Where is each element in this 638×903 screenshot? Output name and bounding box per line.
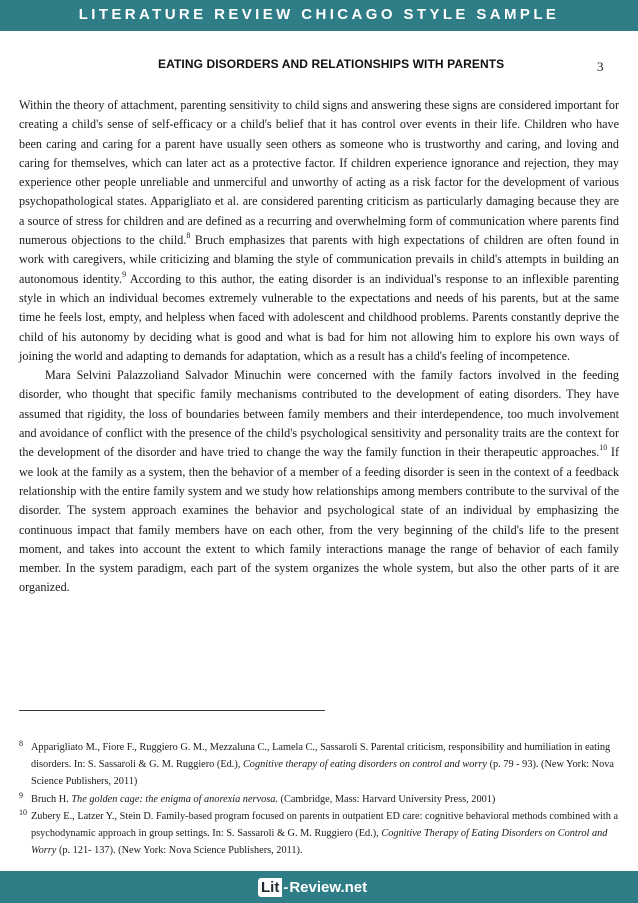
logo-lit: Lit [258, 878, 282, 897]
footnote-title: Cognitive Therapy of Eating Disorders on Control and Worry [31, 828, 608, 857]
paragraph-1-part-1: Within the theory of attachment, parenting sensitivity to child signs and answering these signs are considered important for creating a child's sense of self-efficacy or a child's belief that it has control over events in their life. Children who have been caring and caring for a parent have usually seen others as someone who is trustworthy and caring, and loving and caring for themselves, which can later act as a protective factor. If children experience ignorance and rejection, they may experience other people unreliable and unmerciful and unworthy of acting as a risk factor for the development of various psychopathological states. Apparigliato et al. are considered parenting criticism as particularly damaging because they are a source of stress for children and are defined as a recurring and overwhelming form of communication where parents find numerous objections to the child. [19, 98, 619, 248]
body-text [19, 96, 619, 598]
footnote-10 [19, 808, 624, 860]
lit-review-logo[interactable] [258, 876, 367, 898]
footnote-ref-9[interactable]: 9 [122, 269, 127, 279]
footnote-title: The golden cage: the enigma of anorexia nervosa. [71, 793, 278, 805]
paragraph-1-part-2: Bruch emphasizes that parents with high expectations of children are often found in work with caregivers, while criticizing and blaming the style of communication prevails in child's attempts in building an autonomous identity. [19, 233, 619, 286]
footnote-text: (p. 121- 137). (New York: Nova Science Publishers, 2011). [56, 845, 303, 857]
banner-title: LITERATURE REVIEW CHICAGO STYLE SAMPLE [78, 6, 560, 23]
paragraph-1-part-3: According to this author, the eating disorder is an individual's response to an inflexible parenting style in which an individual becomes extremely vulnerable to the expectations and needs of his parents, but at the same time he feels lost, empty, and helpless when faced with adolescent and childhood problems. Parents constantly deprive the child of his autonomy by deciding what is good and what is bad for him not allowing him to explore his own ways of joining the world and adapting to demands for adaptation, which as a result has a child's feeling of incompetence. [19, 271, 619, 363]
footnote-9 [19, 791, 624, 808]
paragraph-2 [19, 366, 619, 598]
footnote-8 [19, 739, 624, 791]
footnote-ref-10[interactable]: 10 [599, 443, 608, 453]
logo-review: Review.net [289, 878, 368, 896]
footnote-text: (Cambridge, Mass: Harvard University Press, 2001) [277, 793, 496, 805]
footnote-text: Apparigliato M., Fiore F., Ruggiero G. M., Mezzaluna C., Lamela C., Sassaroli S. Parental criticism, responsibility and humiliation in eating disorders. In: S. Sassaroli & G. M. Ruggiero (Ed.), [31, 742, 611, 771]
footnote-number: 10 [19, 807, 27, 817]
footnote-ref-8[interactable]: 8 [186, 231, 191, 241]
paragraph-2-part-2: If we look at the family as a system, then the behavior of a member of a feeding disorder is seen in the context of a feedback relationship with the entire family system and we study how relationships among members contribute to the survival of the disorder. The system approach examines the behavior and psychological state of an individual by emphasizing the continuous impact that family members have on each other, from the very beginning of the child's life to the present moment, and takes into account the extent to which family interactions manage the range of behavior of each family member. In the system paradigm, each part of the system organizes the whole system, but also the other parts of it are organized. [19, 445, 619, 595]
footnote-text: (p. 79 - 93). (New York: Nova Science Publishers, 2011) [31, 759, 614, 788]
logo-hyphen: - [283, 878, 289, 896]
running-head: EATING DISORDERS AND RELATIONSHIPS WITH PARENTS [158, 57, 505, 71]
page-number: 3 [597, 59, 604, 74]
footnote-number: 8 [19, 739, 23, 748]
footnotes [19, 739, 624, 859]
paragraph-1 [19, 96, 619, 366]
paragraph-2-part-1: Mara Selvini Palazzoliand Salvador Minuchin were concerned with the family factors involved in the feeding disorder, who thought that specific family mechanisms contributed to the development of eating disorders. They have assumed that rigidity, the loss of boundaries between family members and their interdependence, too much involvement and avoidance of conflict with the presence of the child's psychological sensitivity and personality traits are the context for the development of the disorder and have tried to change the way the family function in their therapeutic approaches. [19, 368, 619, 460]
top-banner [0, 0, 638, 31]
footnote-title: Cognitive therapy of eating disorders on control and worry [242, 759, 487, 771]
footnote-divider [19, 710, 325, 711]
footnote-text: Zubery E., Latzer Y., Stein D. Family-based program focused on parents in outpatient ED care: cognitive behavioral methods combined with a psychodynamic approach in group settings. In: S. Sassaroli & G. M. Ruggiero (Ed.), [31, 810, 619, 840]
footnote-text: Bruch H. [31, 793, 72, 805]
footnote-number: 9 [19, 790, 23, 800]
